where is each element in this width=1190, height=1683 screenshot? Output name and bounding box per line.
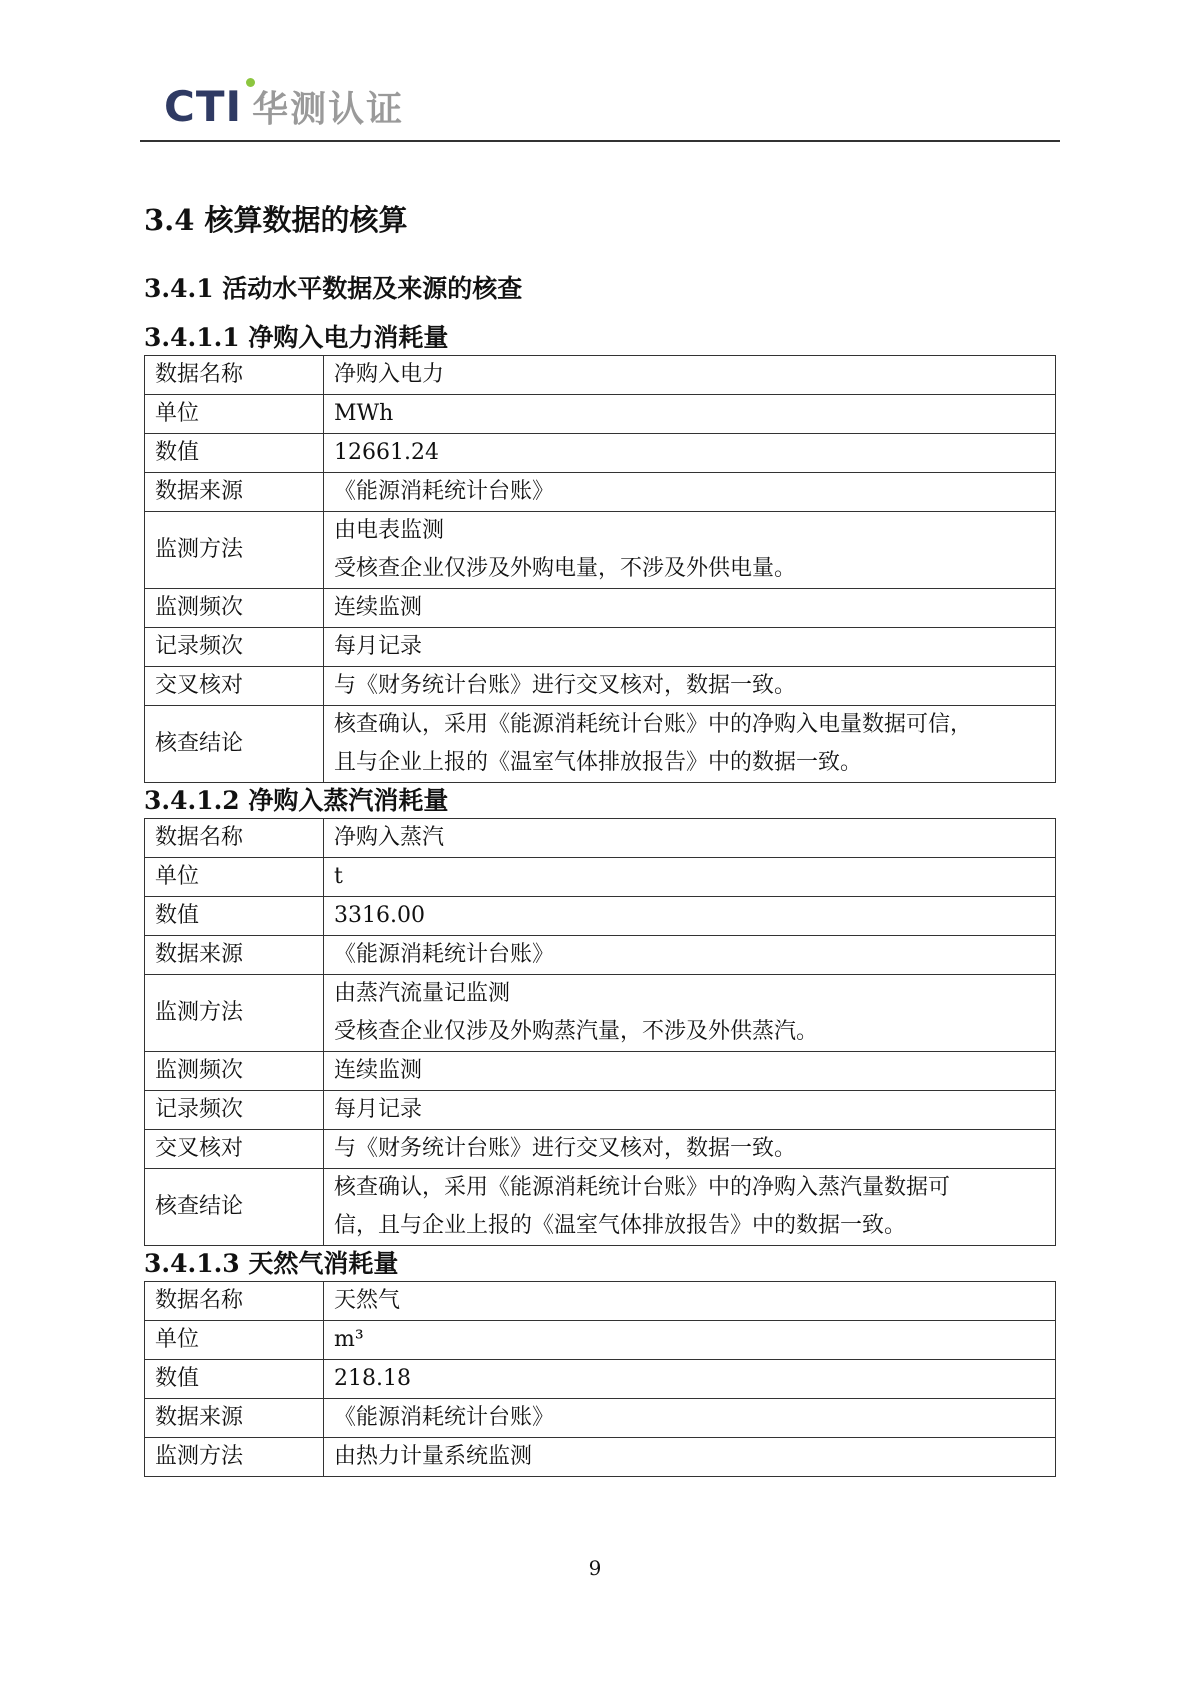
table-row [145,974,1056,1051]
subsection-title: 3.4.1 活动水平数据及来源的核查 [144,273,523,303]
row-value [324,1398,1056,1437]
table-row [145,1051,1056,1090]
value-line: 且与企业上报的《温室气体排放报告》中的数据一致。 [334,749,863,775]
row-label: 监测频次 [145,588,324,627]
value-line: 每月记录 [334,1096,423,1122]
row-value [324,1168,1056,1245]
row-value [324,1129,1056,1168]
value-line: 净购入蒸汽 [334,824,445,850]
row-label: 交叉核对 [145,666,324,705]
logo-cti-text: CTI [164,82,243,131]
row-label: 核查结论 [145,705,324,782]
table-row [145,857,1056,896]
table-row [145,394,1056,433]
section-title: 3.4 核算数据的核算 [144,203,408,237]
table-row [145,1090,1056,1129]
row-label: 单位 [145,394,324,433]
value-line: 与《财务统计台账》进行交叉核对，数据一致。 [334,1135,797,1161]
value-line: 连续监测 [334,594,423,620]
row-label: 记录频次 [145,1090,324,1129]
table-row [145,511,1056,588]
value-line: 净购入电力 [334,361,445,387]
data-table [144,818,1056,1246]
table-title: 3.4.1.1 净购入电力消耗量 [144,322,449,352]
header-divider [140,140,1060,142]
value-line: 由热力计量系统监测 [334,1443,533,1469]
row-value [324,705,1056,782]
row-label: 监测频次 [145,1051,324,1090]
row-value [324,355,1056,394]
value-line: 《能源消耗统计台账》 [334,1404,555,1430]
table-row [145,355,1056,394]
row-value [324,472,1056,511]
row-label: 记录频次 [145,627,324,666]
row-label: 单位 [145,857,324,896]
row-value [324,1051,1056,1090]
row-value [324,1090,1056,1129]
row-value [324,394,1056,433]
row-label: 核查结论 [145,1168,324,1245]
value-line: 核查确认，采用《能源消耗统计台账》中的净购入电量数据可信， [334,711,973,737]
table-row [145,666,1056,705]
table-row [145,935,1056,974]
value-line: m³ [334,1326,364,1352]
value-line: 由电表监测 [334,517,445,543]
row-label: 监测方法 [145,1437,324,1476]
value-line: 连续监测 [334,1057,423,1083]
row-label: 监测方法 [145,511,324,588]
table-row [145,1281,1056,1320]
row-label: 数据来源 [145,1398,324,1437]
row-value [324,818,1056,857]
value-line: 信，且与企业上报的《温室气体排放报告》中的数据一致。 [334,1212,907,1238]
row-value [324,1359,1056,1398]
row-label: 单位 [145,1320,324,1359]
value-line: 天然气 [334,1287,401,1313]
row-value [324,857,1056,896]
table-row [145,1437,1056,1476]
document-body [144,200,1056,1477]
table-row [145,1129,1056,1168]
row-value [324,1437,1056,1476]
table-row [145,433,1056,472]
value-line: 每月记录 [334,633,423,659]
row-value [324,1281,1056,1320]
row-value [324,666,1056,705]
row-value [324,433,1056,472]
row-value [324,511,1056,588]
row-value [324,896,1056,935]
table-row [145,588,1056,627]
row-label: 数据名称 [145,818,324,857]
row-label: 数据名称 [145,1281,324,1320]
value-line: 12661.24 [334,439,439,465]
table-row [145,1398,1056,1437]
table-row [145,627,1056,666]
cti-logo [164,82,405,131]
value-line: 与《财务统计台账》进行交叉核对，数据一致。 [334,672,797,698]
row-label: 监测方法 [145,974,324,1051]
table-title: 3.4.1.2 净购入蒸汽消耗量 [144,785,449,815]
page-number: 9 [588,1556,602,1580]
table-row [145,472,1056,511]
table-title: 3.4.1.3 天然气消耗量 [144,1248,399,1278]
value-line: MWh [334,400,394,426]
row-value [324,935,1056,974]
row-value [324,1320,1056,1359]
logo-cn-text: 华测认证 [252,89,405,130]
tables-container [144,320,1056,1477]
value-line: 218.18 [334,1365,411,1391]
row-label: 数据来源 [145,935,324,974]
value-line: 3316.00 [334,902,425,928]
value-line: 《能源消耗统计台账》 [334,478,555,504]
row-value [324,588,1056,627]
value-line: 由蒸汽流量记监测 [334,980,511,1006]
row-label: 数据名称 [145,355,324,394]
row-value [324,627,1056,666]
row-value [324,974,1056,1051]
table-row [145,1168,1056,1245]
table-row [145,1359,1056,1398]
row-label: 数值 [145,1359,324,1398]
table-row [145,705,1056,782]
page-header [140,72,1060,142]
row-label: 数据来源 [145,472,324,511]
table-row [145,818,1056,857]
row-label: 数值 [145,433,324,472]
row-label: 交叉核对 [145,1129,324,1168]
value-line: 受核查企业仅涉及外购电量，不涉及外供电量。 [334,555,797,581]
value-line: 受核查企业仅涉及外购蒸汽量，不涉及外供蒸汽。 [334,1018,819,1044]
value-line: 《能源消耗统计台账》 [334,941,555,967]
row-label: 数值 [145,896,324,935]
value-line: 核查确认，采用《能源消耗统计台账》中的净购入蒸汽量数据可 [334,1174,951,1200]
data-table [144,355,1056,783]
data-table [144,1281,1056,1477]
value-line: t [334,863,343,889]
logo-dot-icon [246,78,255,87]
table-row [145,896,1056,935]
table-row [145,1320,1056,1359]
